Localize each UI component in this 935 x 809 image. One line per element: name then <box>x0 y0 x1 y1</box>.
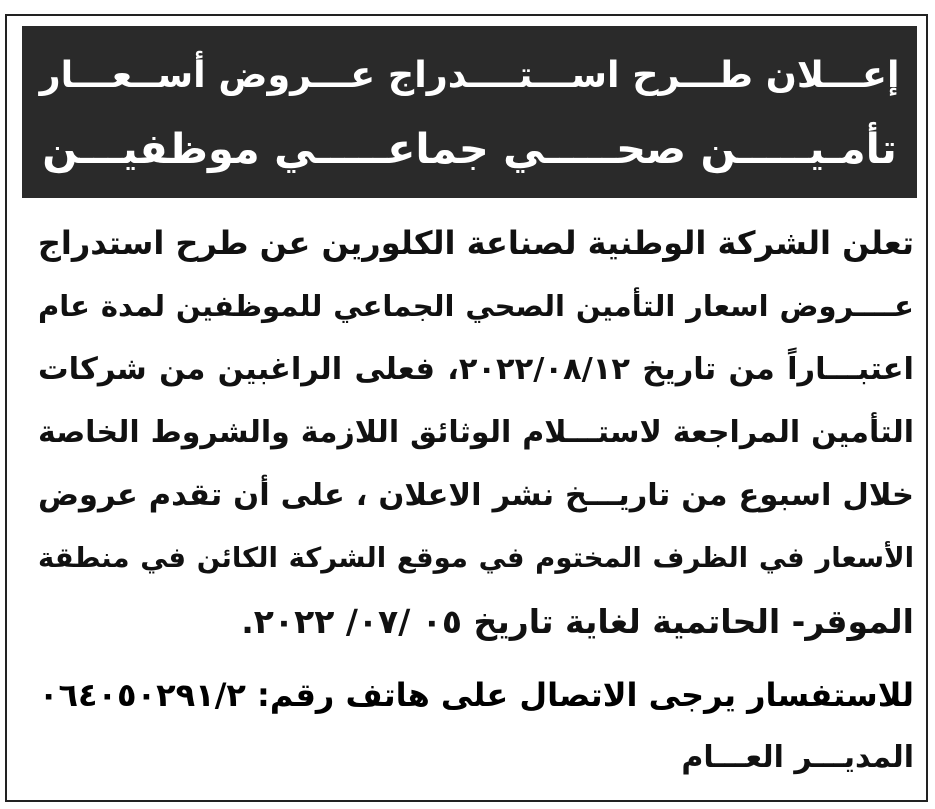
body-line-1: تعلن الشركة الوطنية لصناعة الكلورين عن طرح استدراج <box>37 224 914 262</box>
body-line-2: عــــروض اسعار التأمين الصحي الجماعي للموظفين لمدة عام <box>38 289 914 323</box>
contact-phone-line: للاستفسار يرجى الاتصال على هاتف رقم: ٠٦٤٠٥٠٢٩١/٢ <box>38 676 914 714</box>
announcement-body <box>38 212 914 653</box>
body-line-4: التأمين المراجعة لاستـــلام الوثائق اللازمة والشروط الخاصة <box>38 415 914 450</box>
body-line-7: الموقر- الحاتمية لغاية تاريخ ٠٥ /٠٧/ ٢٠٢٢. <box>241 602 914 641</box>
title-line-1: إعـــلان طـــرح اســـتــــدراج عـــروض أســعـــار <box>39 53 900 96</box>
body-line-6: الأسعار في الظرف المختوم في موقع الشركة الكائن في منطقة <box>38 542 914 574</box>
signature-general-manager: المديـــر العـــام <box>681 740 914 775</box>
body-line-5: خلال اسبوع من تاريـــخ نشر الاعلان ، على أن تقدم عروض <box>38 478 914 513</box>
body-line-3: اعتبـــاراً من تاريخ ٢٠٢٢/٠٨/١٢، فعلى الراغبين من شركات <box>38 352 914 387</box>
title-line-2: تأمـيـــــن صحـــــي جماعـــــي موظفيـــن <box>42 124 897 173</box>
title-banner <box>22 26 917 198</box>
